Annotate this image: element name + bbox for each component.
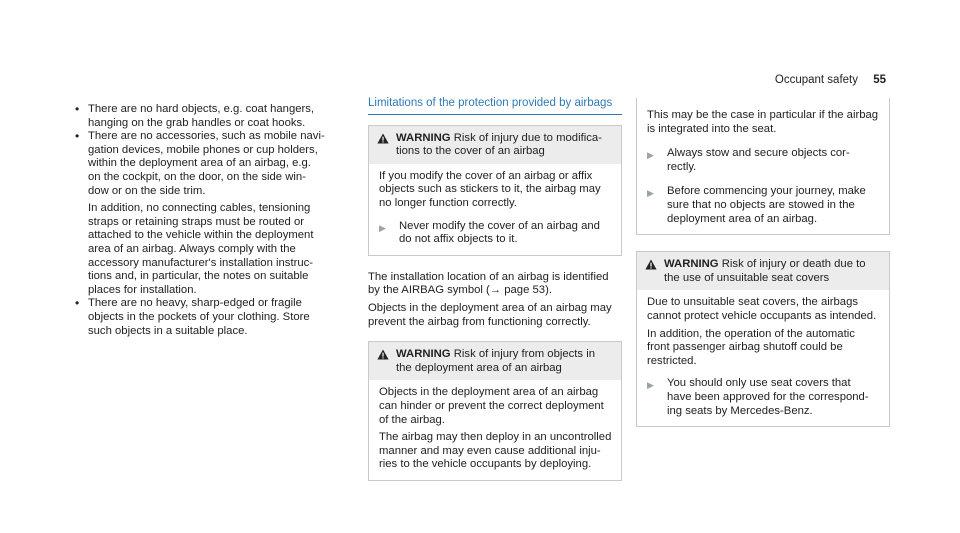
step-arrow-icon: ▶ — [379, 222, 386, 233]
text-line: objects such as stickers to it, the airbag may — [379, 183, 601, 196]
text-line: is integrated into the seat. — [647, 122, 777, 135]
text-line: such objects in a suitable place. — [88, 324, 248, 337]
text-line: on the cockpit, on the door, on the side win- — [88, 170, 306, 183]
text-line: ries to the vehicle occupants by deploying. — [379, 458, 592, 471]
text-line: cannot protect vehicle occupants as intended. — [647, 309, 877, 322]
page-header — [775, 74, 886, 88]
step-arrow-icon: ▶ — [647, 188, 654, 199]
text-line: objects in the pockets of your clothing. Store — [88, 310, 310, 323]
page-number: 55 — [873, 74, 886, 86]
text-line: restricted. — [647, 354, 697, 367]
text-line: • There are no heavy, sharp-edged or fragile — [88, 297, 302, 310]
column-1 — [74, 103, 346, 338]
paragraph — [368, 271, 622, 298]
warning-body — [369, 380, 621, 480]
text-line: accessory manufacturer's installation instruc- — [88, 256, 314, 269]
column-2 — [368, 97, 622, 481]
text-line: straps or retaining straps must be routed or — [88, 215, 304, 228]
step-text — [667, 185, 866, 226]
text-line: front passenger airbag shutoff could be — [647, 341, 843, 354]
warning-triangle-icon — [377, 132, 389, 159]
warning-box-objects — [368, 341, 622, 481]
warning-title — [664, 258, 866, 285]
list-item — [74, 130, 346, 297]
text-line: of the airbag. — [379, 413, 445, 426]
text-line: prevent the airbag from functioning correctly. — [368, 315, 591, 328]
text-line: can hinder or prevent the correct deployment — [379, 399, 604, 412]
warning-header — [369, 342, 621, 380]
text-line: • There are no accessories, such as mobile navi- — [88, 130, 325, 143]
warning-title — [396, 348, 595, 375]
text-line: no longer function correctly. — [379, 196, 517, 209]
text-line: gation devices, mobile phones or cup holders, — [88, 143, 318, 156]
text-line: manner and may even cause additional inju- — [379, 444, 601, 457]
warning-body — [637, 98, 889, 234]
step-text — [667, 377, 869, 418]
text-line: have been approved for the correspond- — [667, 390, 869, 403]
text-line: The installation location of an airbag is identified — [368, 270, 609, 283]
text-line: tions and, in particular, the notes on suitable — [88, 270, 309, 283]
warning-triangle-icon — [377, 348, 389, 375]
text-line: You should only use seat covers that — [667, 377, 851, 390]
warning-title — [396, 132, 602, 159]
text-line: Objects in the deployment area of an airbag may — [368, 301, 612, 314]
text-line: Risk of injury or death due to — [721, 258, 866, 271]
text-line: hanging on the grab handles or coat hooks. — [88, 116, 306, 129]
warning-triangle-icon — [645, 258, 657, 285]
bullet-list — [74, 103, 346, 338]
warning-label: WARNING — [396, 348, 451, 361]
action-step — [647, 147, 879, 174]
text-line: Never modify the cover of an airbag and — [399, 219, 600, 232]
warning-header — [637, 252, 889, 290]
text-line: attached to the vehicle within the deployment — [88, 229, 314, 242]
warning-label: WARNING — [396, 131, 451, 144]
text-line: rectly. — [667, 160, 697, 173]
text-line: do not affix objects to it. — [399, 233, 518, 246]
text-line: sure that no objects are stowed in the — [667, 198, 855, 211]
text-line: This may be the case in particular if the airbag — [647, 109, 879, 121]
text-line: Before commencing your journey, make — [667, 185, 866, 198]
warning-continuation-box — [636, 98, 890, 235]
text-line: Due to unsuitable seat covers, the airbags — [647, 296, 859, 309]
warning-box-modification — [368, 125, 622, 256]
warning-label: WARNING — [664, 258, 719, 271]
action-step — [379, 220, 611, 247]
step-text — [399, 220, 600, 247]
warning-body — [637, 290, 889, 426]
text-line: Objects in the deployment area of an airbag — [379, 386, 599, 399]
text-line: by the AIRBAG symbol (→ page 53). — [368, 284, 552, 297]
text-line: the deployment area of an airbag — [396, 361, 562, 374]
text-line: • There are no hard objects, e.g. coat hangers, — [88, 103, 315, 115]
section-name: Occupant safety — [774, 74, 858, 86]
text-line: places for installation. — [88, 283, 197, 296]
warning-header — [369, 126, 621, 164]
text-line: If you modify the cover of an airbag or affix — [379, 169, 593, 182]
column-3 — [636, 98, 890, 427]
text-line: deployment area of an airbag. — [667, 212, 818, 225]
text-line: tions to the cover of an airbag — [396, 145, 545, 158]
text-line: In addition, the operation of the automatic — [647, 327, 855, 340]
text-line: dow or on the side trim. — [88, 184, 206, 197]
warning-box-seat-covers — [636, 251, 890, 427]
step-arrow-icon: ▶ — [647, 150, 654, 161]
section-title: Limitations of the protection provided by airbags — [368, 97, 622, 115]
text-line: Always stow and secure objects cor- — [667, 147, 850, 160]
list-item — [74, 103, 346, 130]
text-line: within the deployment area of an airbag, e.g. — [88, 157, 311, 170]
text-line: In addition, no connecting cables, tensioning — [88, 202, 311, 215]
text-line: ing seats by Mercedes-Benz. — [667, 404, 813, 417]
text-line: The airbag may then deploy in an uncontrolled — [379, 431, 612, 444]
action-step — [647, 377, 879, 418]
list-item — [74, 297, 346, 338]
text-line: area of an airbag. Always comply with the — [88, 242, 296, 255]
text-line: Risk of injury from objects in — [453, 348, 596, 361]
action-step — [647, 185, 879, 226]
text-line: Risk of injury due to modifica- — [453, 131, 602, 144]
paragraph — [368, 302, 622, 329]
text-line: the use of unsuitable seat covers — [664, 271, 830, 284]
step-arrow-icon: ▶ — [647, 380, 654, 391]
step-text — [667, 147, 850, 174]
warning-body — [369, 164, 621, 255]
